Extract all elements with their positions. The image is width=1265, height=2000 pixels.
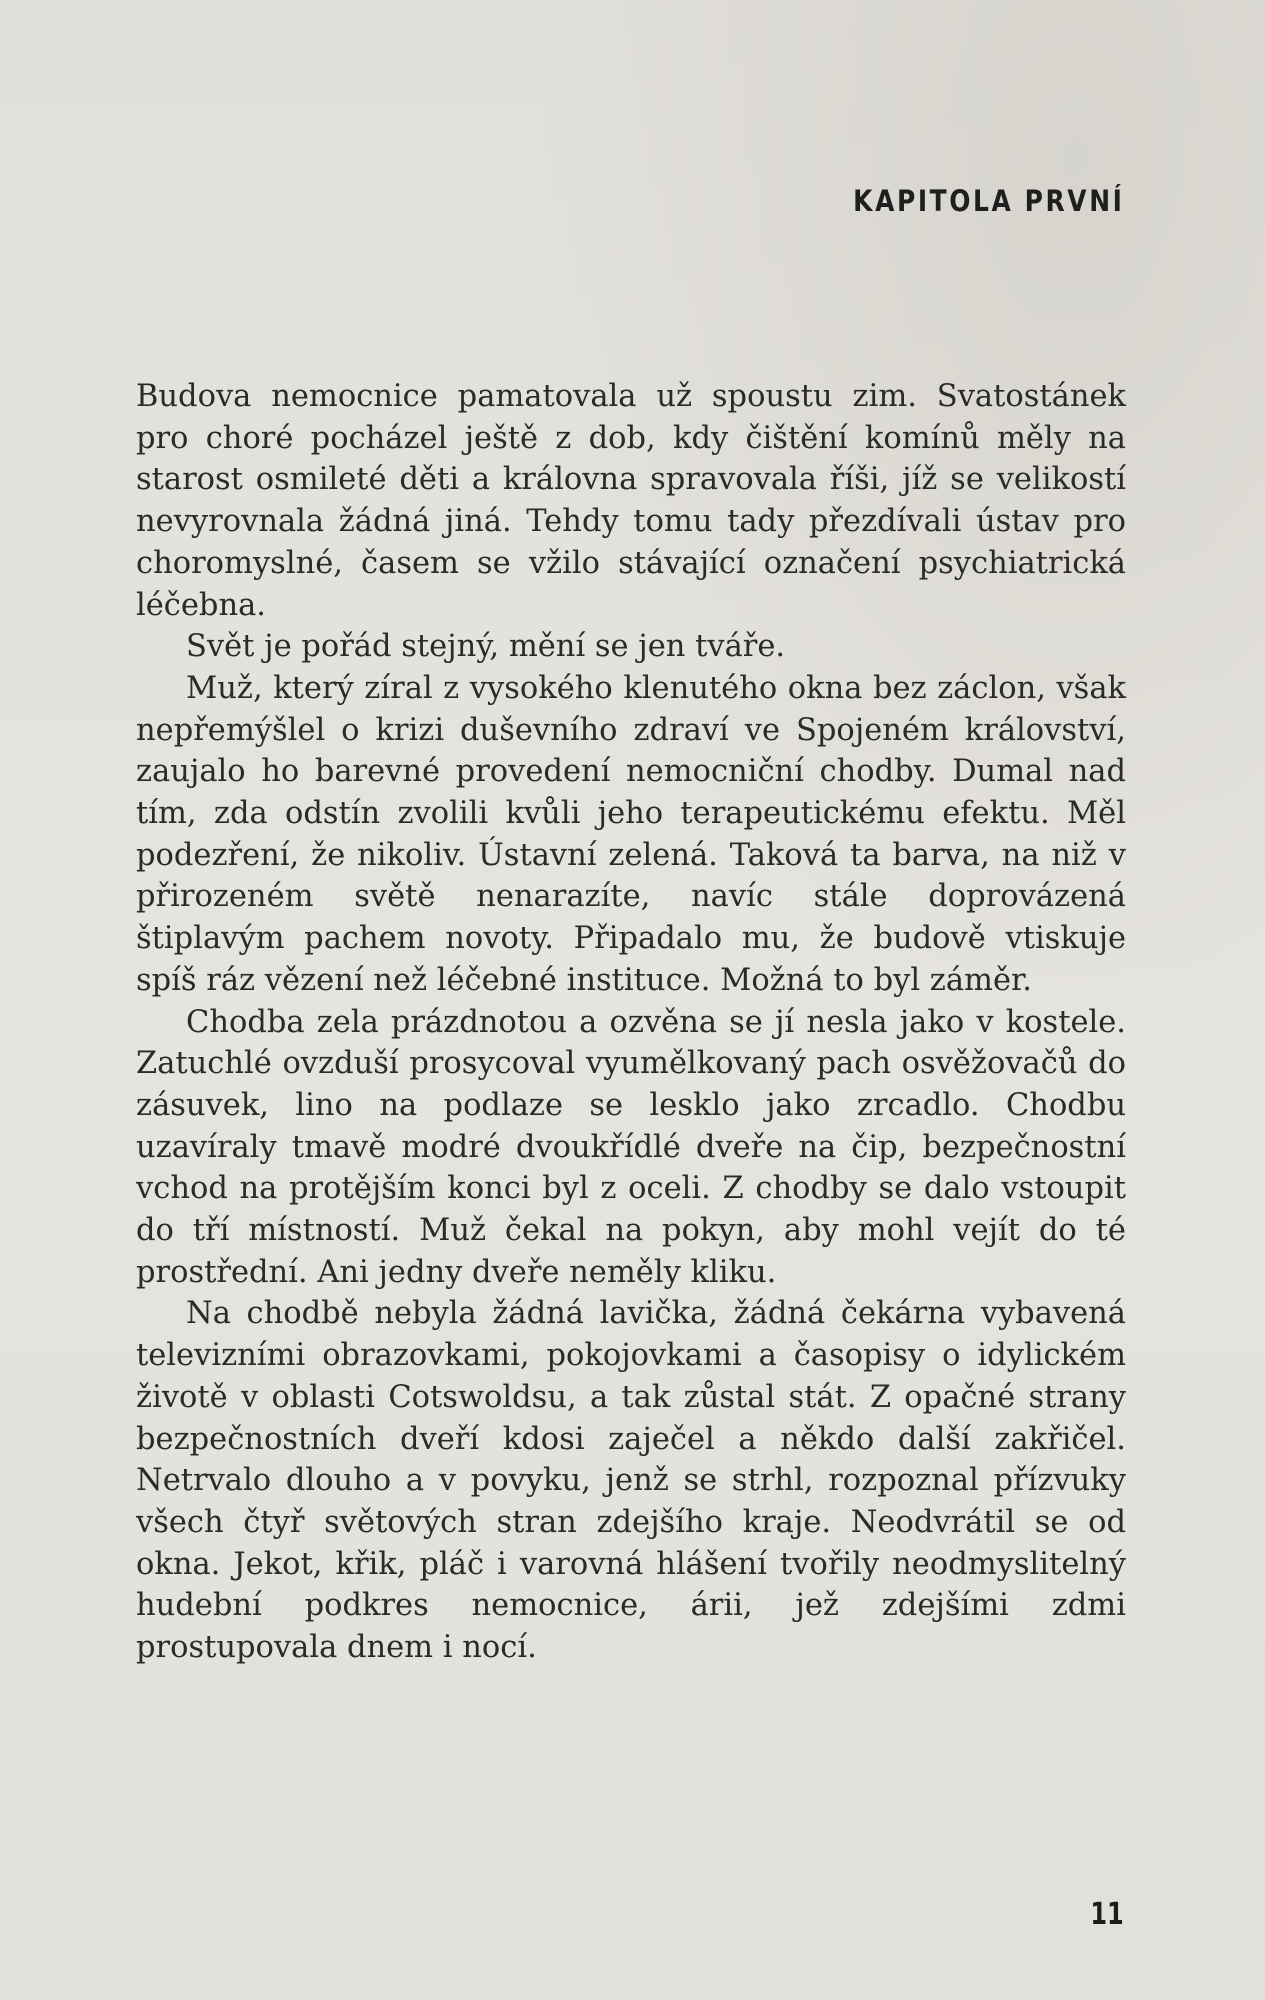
body-text [136, 376, 1126, 1669]
chapter-title: KAPITOLA PRVNÍ [853, 184, 1125, 218]
paragraph-2: Svět je pořád stejný, mění se jen tváře. [186, 629, 786, 665]
page-number: 11 [1090, 1897, 1124, 1932]
paragraph-1: Budova nemocnice pamatovala už spoustu zim. Svatostánek pro choré pocházel ještě z dob, kdy čištění komínů měly na starost osmileté děti a královna spravovala říši, jíž se velikostí nevyrovnala žádná jiná. Tehdy tomu tady přezdívali ústav pro choromyslné, časem se vžilo stávající označení psychiatrická léčebna. [136, 379, 1126, 623]
paragraph-3: Muž, který zíral z vysokého klenutého okna bez záclon, však nepřemýšlel o krizi duševního zdraví ve Spojeném království, zaujalo ho barevné provedení nemocniční chodby. Dumal nad tím, zda odstín zvolili kvůli jeho terapeutickému efektu. Měl podezření, že nikoliv. Ústavní zelená. Taková ta barva, na niž v přirozeném světě nenarazíte, navíc stále doprovázená štiplavým pachem novoty. Připadalo mu, že budově vtiskuje spíš ráz vězení než léčebné instituce. Možná to byl záměr. [136, 670, 1126, 998]
paragraph-5: Na chodbě nebyla žádná lavička, žádná čekárna vybavená televizními obrazovkami, pokojovkami a časopisy o idylickém životě v oblasti Cotswoldsu, a tak zůstal stát. Z opačné strany bezpečnostních dveří kdosi zaječel a někdo další zakřičel. Netrvalo dlouho a v povyku, jenž se strhl, rozpoznal přízvuky všech čtyř světových stran zdejšího kraje. Neodvrátil se od okna. Jekot, křik, pláč i varovná hlášení tvořily neodmyslitelný hudební podkres nemocnice, árii, jež zdejšími zdmi prostupovala dnem i nocí. [136, 1296, 1126, 1666]
paragraph-4: Chodba zela prázdnotou a ozvěna se jí nesla jako v kostele. Zatuchlé ovzduší prosycoval vyumělkovaný pach osvěžovačů do zásuvek, lino na podlaze se lesklo jako zrcadlo. Chodbu uzavíraly tmavě modré dvoukřídlé dveře na čip, bezpečnostní vchod na protějším konci byl z oceli. Z chodby se dalo vstoupit do tří místností. Muž čekal na pokyn, aby mohl vejít do té prostřední. Ani jedny dveře neměly kliku. [136, 1004, 1126, 1290]
